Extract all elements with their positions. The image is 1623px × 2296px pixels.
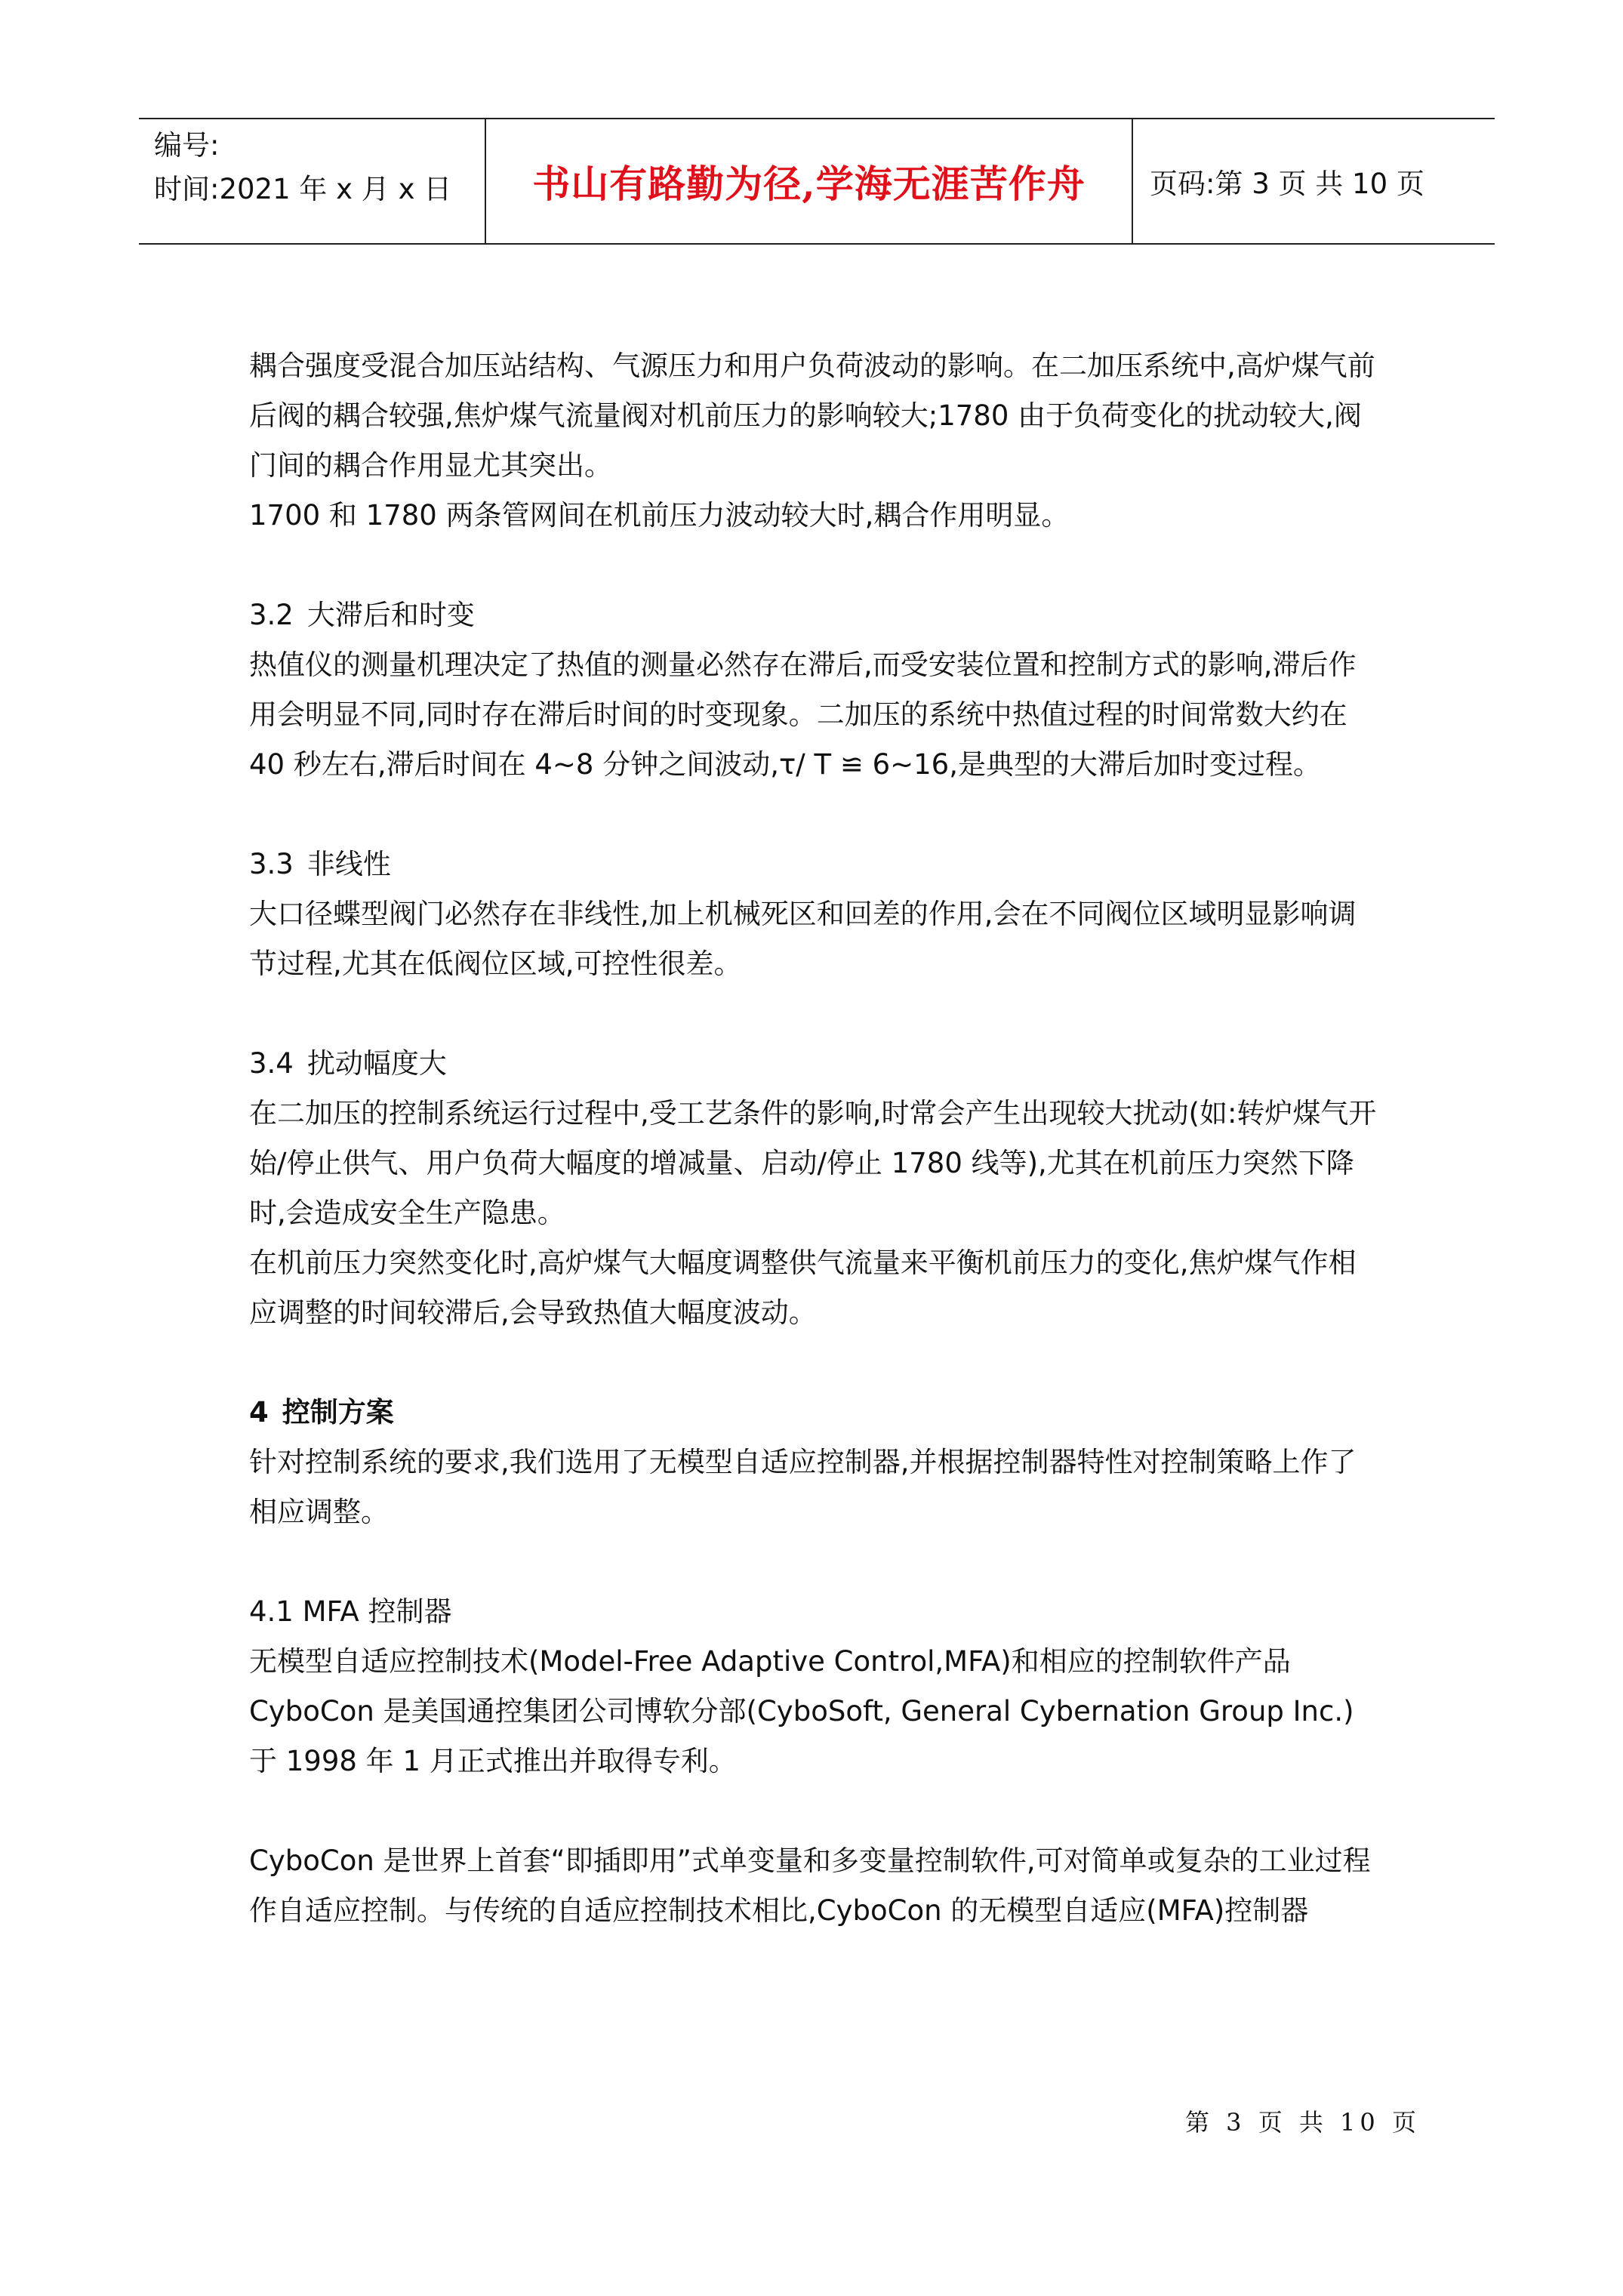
paragraph: 耦合强度受混合加压站结构、气源压力和用户负荷波动的影响。在二加压系统中,高炉煤气前后阀的耦合较强,焦炉煤气流量阀对机前压力的影响较大;1780 由于负荷变化的扰动较大,阀门间的耦合作用显尤其突出。	[249, 350, 1375, 482]
section-number: 3.3	[249, 848, 294, 880]
document-body	[249, 341, 1381, 1936]
paragraph: 针对控制系统的要求,我们选用了无模型自适应控制器,并根据控制器特性对控制策略上作了相应调整。	[249, 1446, 1357, 1528]
section-title: 大滞后和时变	[306, 599, 475, 631]
page-footer: 第 3 页 共 10 页	[1185, 2108, 1421, 2137]
section-number: 3.4	[249, 1047, 294, 1080]
section-title: 非线性	[306, 848, 391, 880]
paragraph: 1700 和 1780 两条管网间在机前压力波动较大时,耦合作用明显。	[249, 499, 1070, 532]
paragraph: 无模型自适应控制技术(Model-Free Adaptive Control,MFA)和相应的控制软件产品 CyboCon 是美国通控集团公司博软分部(CyboSoft, General Cybernation Group Inc.)于 1998 年 1 月正式推出并取得专利。	[249, 1645, 1354, 1777]
section-heading-4	[249, 1388, 1381, 1438]
paragraph: 在机前压力突然变化时,高炉煤气大幅度调整供气流量来平衡机前压力的变化,焦炉煤气作相应调整的时间较滞后,会导致热值大幅度波动。	[249, 1247, 1357, 1329]
section-title: 扰动幅度大	[306, 1047, 447, 1080]
document-number-label: 编号:	[154, 129, 220, 162]
paragraph: CyboCon 是世界上首套“即插即用”式单变量和多变量控制软件,可对简单或复杂的工业过程作自适应控制。与传统的自适应控制技术相比,CyboCon 的无模型自适应(MFA)控制器	[249, 1845, 1371, 1927]
paragraph: 热值仪的测量机理决定了热值的测量必然存在滞后,而受安装位置和控制方式的影响,滞后作用会明显不同,同时存在滞后时间的时变现象。二加压的系统中热值过程的时间常数大约在 40 秒左右,滞后时间在 4~8 分钟之间波动,τ/ T ≌ 6~16,是典型的大滞后加时变过程。	[249, 649, 1357, 781]
paragraph: 大口径蝶型阀门必然存在非线性,加上机械死区和回差的作用,会在不同阀位区域明显影响调节过程,尤其在低阀位区域,可控性很差。	[249, 898, 1357, 980]
section-heading-4-1: 4.1 MFA 控制器	[249, 1595, 452, 1628]
header-page-label: 页码:第 3 页 共 10 页	[1150, 168, 1424, 200]
section-number: 3.2	[249, 599, 294, 631]
page-header	[139, 118, 1495, 245]
paragraph: 在二加压的控制系统运行过程中,受工艺条件的影响,时常会产生出现较大扰动(如:转炉煤气开始/停止供气、用户负荷大幅度的增减量、启动/停止 1780 线等),尤其在机前压力突然下降时,会造成安全生产隐患。	[249, 1097, 1377, 1229]
document-time-label: 时间:2021 年 x 月 x 日	[154, 173, 452, 205]
section-number: 4	[249, 1396, 269, 1428]
section-title: 控制方案	[282, 1396, 394, 1428]
header-motto: 书山有路勤为径,学海无涯苦作舟	[486, 119, 1133, 243]
header-meta	[139, 119, 486, 243]
section-heading-3-4	[249, 1039, 1381, 1089]
section-heading-3-2	[249, 590, 1381, 640]
section-heading-3-3	[249, 840, 1381, 889]
